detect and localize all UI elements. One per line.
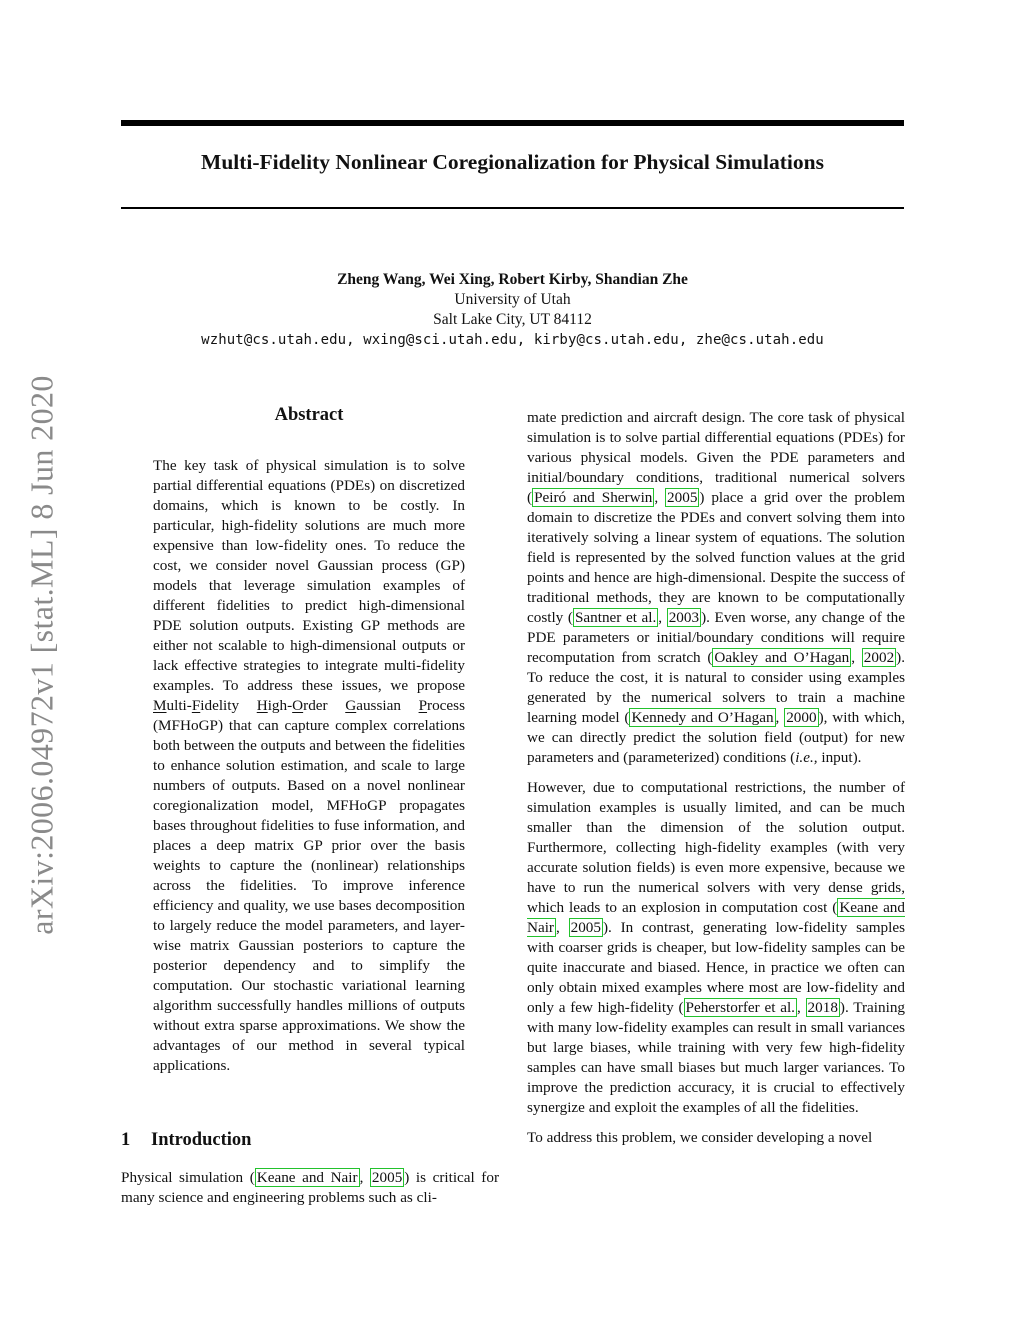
citation-year-link[interactable]: 2005 <box>371 1169 403 1186</box>
author-block <box>121 270 904 350</box>
paragraph: To address this problem, we consider developing a novel <box>527 1129 873 1146</box>
paper-title: Multi-Fidelity Nonlinear Coregionalization for Physical Simulations <box>201 150 824 174</box>
citation-year-link[interactable]: 2005 <box>667 489 698 506</box>
email[interactable]: kirby@cs.utah.edu <box>533 332 679 348</box>
email[interactable]: wxing@sci.utah.edu <box>363 332 517 348</box>
citation-year-link[interactable]: 2005 <box>570 919 601 936</box>
paragraph: However, due to computational restrictions, the number of simulation examples is usually limited, and can be much smaller than the dimension of the solution output. Furthermore, collecting high-fidelity examples (with very accurate solution fields) is even more expensive, because we have to run the numerical solvers with very dense grids, which leads to an explosion in computation cost ( Keane and Nair , 2005 ). In contrast, generating low-fidelity samples with coarser grids is cheaper, but low-fidelity samples can be quite inaccurate and biased. Hence, in practice we often can only obtain mixed examples where most are low-fidelity and only a few high-fidelity ( Peherstorfer et al. , 2018 ). Training with many low-fidelity examples can result in small variances but large biases, while training with very few high-fidelity samples can have small biases but much larger variances. To improve the prediction accuracy, it is crucial to effectively synergize and exploit the examples of all the fidelities. <box>527 779 906 1116</box>
paragraph: mate prediction and aircraft design. The core task of physical simulation is to solve partial differential equations (PDEs) for various physical models. Given the PDE parameters and initial/boundary conditions, traditional numerical solvers ( Peiró and Sherwin , 2005 ) place a grid over the problem domain to discretize the PDEs and convert solving them into iteratively solving a linear system of equations. The solution field is represented by the solved function values at the grid points and hence are high-dimensional. Despite the success of traditional methods, they are known to be computationally costly ( Santner et al. , 2003 ). Even worse, any change of the PDE parameters or initial/boundary conditions will require recomputation from scratch ( Oakley and O’Hagan , 2002 ). To reduce the cost, it is natural to consider using examples generated by the numerical solvers to train a machine learning model ( Kennedy and O’Hagan , 2000 ), with which, we can directly predict the solution field (output) for new parameters and (parameterized) conditions (i.e., input). <box>527 409 906 766</box>
citation-link[interactable]: Keane and Nair <box>256 1169 358 1186</box>
citation-year-link[interactable]: 2003 <box>668 609 700 626</box>
citation-year-link[interactable]: 2002 <box>863 649 895 666</box>
arxiv-identifier: arXiv:2006.04972v1 [stat.ML] 8 Jun 2020 <box>23 375 60 935</box>
email[interactable]: wzhut@cs.utah.edu <box>201 332 347 348</box>
section-title: Introduction <box>151 1130 252 1150</box>
citation-year-link[interactable]: 2018 <box>807 999 838 1016</box>
citation-year-link[interactable]: 2000 <box>786 709 817 726</box>
citation-link[interactable]: Peiró and Sherwin <box>534 489 653 506</box>
right-column <box>527 408 905 1158</box>
citation-link[interactable]: Keane and Nair <box>527 899 905 936</box>
title-top-rule <box>121 120 904 126</box>
section-heading-introduction <box>121 1130 251 1151</box>
citation-link[interactable]: Santner et al. <box>574 609 657 626</box>
abstract-body: The key task of physical simulation is to solve partial differential equations (PDEs) on discretized domains, which is known to be costly. In particular, high-fidelity solutions are much more expensive than low-fidelity ones. To reduce the cost, we consider novel Gaussian process (GP) models that leverage simulation examples of different fidelities to predict high-dimensional PDE solution outputs. Existing GP methods are either not scalable to high-dimensional outputs or lack effective strategies to integrate multi-fidelity examples. To address these issues, we propose Multi-Fidelity High-Order Gaussian Process (MFHoGP) that can capture complex correlations both between the outputs and between the fidelities to enhance solution estimation, and scale to large numbers of outputs. Based on a novel nonlinear coregionalization model, MFHoGP propagates bases throughout fidelities to fuse information, and places a deep matrix GP prior over the basis weights to capture the (nonlinear) relationships across the fidelities. To improve inference efficiency and quality, we use bases decomposition to largely reduce the model parameters, and layer-wise matrix Gaussian posteriors to capture the posterior dependency and to simplify the computation. Our stochastic variational learning algorithm successfully handles millions of outputs without extra sparse approximations. We show the advantages of our method in several typical applications. <box>153 457 465 1074</box>
section-number: 1 <box>121 1130 131 1150</box>
email[interactable]: zhe@cs.utah.edu <box>695 332 824 348</box>
citation-link[interactable]: Oakley and O’Hagan <box>714 649 850 666</box>
author-names: Zheng Wang, Wei Xing, Robert Kirby, Shandian Zhe <box>337 271 688 288</box>
title-bottom-rule <box>121 207 904 209</box>
author-emails: wzhut@cs.utah.edu, wxing@sci.utah.edu, kirby@cs.utah.edu, zhe@cs.utah.edu <box>201 332 824 348</box>
intro-paragraph: Physical simulation ( Keane and Nair , 2005 ) is critical for many science and engineering problems such as cli- <box>121 1169 500 1206</box>
abstract-heading: Abstract <box>274 405 344 425</box>
citation-link[interactable]: Peherstorfer et al. <box>685 999 795 1016</box>
citation-link[interactable]: Kennedy and O’Hagan <box>631 709 774 726</box>
affiliation: University of Utah <box>454 291 571 308</box>
location: Salt Lake City, UT 84112 <box>433 311 592 328</box>
